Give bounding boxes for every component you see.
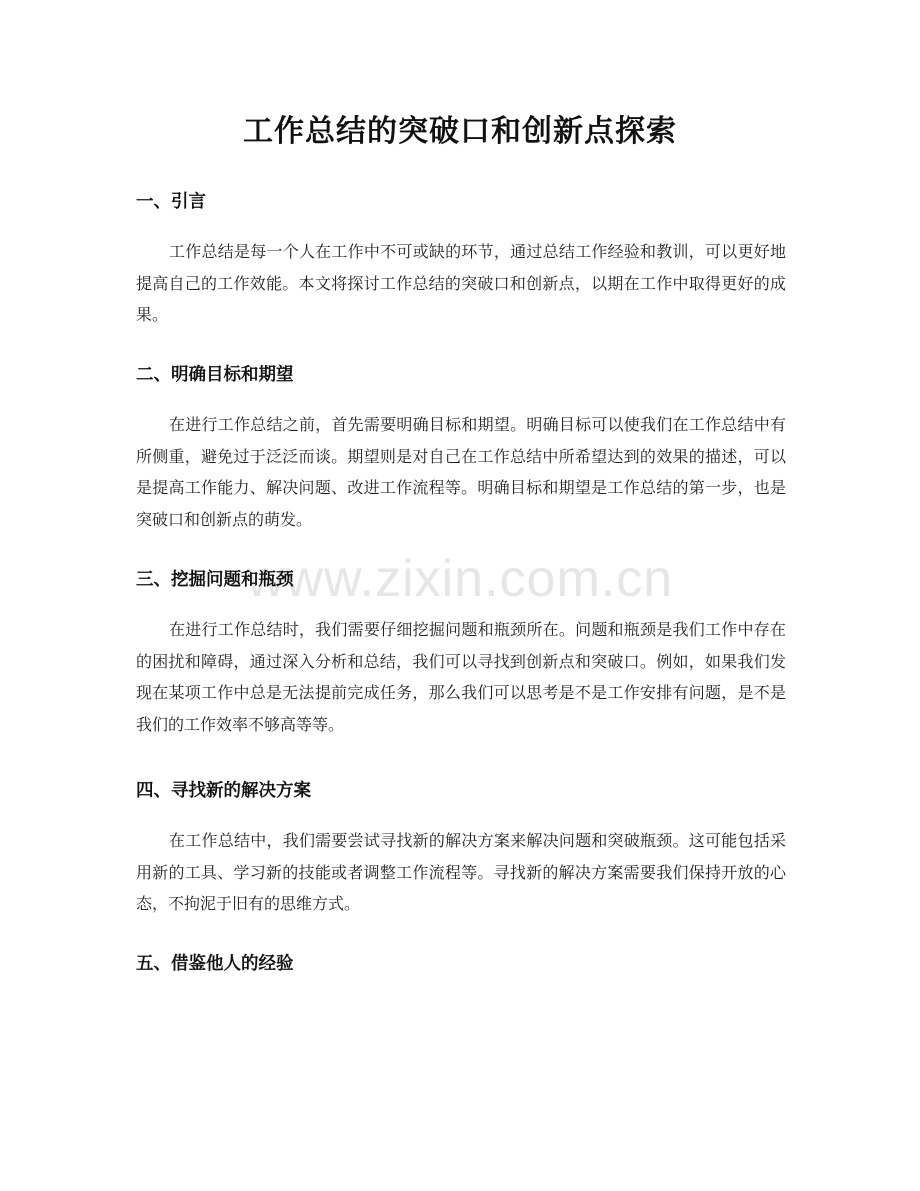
section-heading-experience: 五、借鉴他人的经验 — [136, 954, 294, 974]
section-paragraph-goals: 在进行工作总结之前，首先需要明确目标和期望。明确目标可以使我们在工作总结中有所侧重，避免过于泛泛而谈。期望则是对自己在工作总结中所希望达到的效果的描述，可以是提高工作能力、解决问题、改进工作流程等。明确目标和期望是工作总结的第一步，也是突破口和创新点的萌发。 — [136, 415, 786, 529]
watermark: www.zixin.com.cn — [246, 550, 674, 608]
section-paragraph-problems: 在进行工作总结时，我们需要仔细挖掘问题和瓶颈所在。问题和瓶颈是我们工作中存在的困扰和障碍，通过深入分析和总结，我们可以寻找到创新点和突破口。例如，如果我们发现在某项工作中总是无法提前完成任务，那么我们可以思考是不是工作安排有问题，是不是我们的工作效率不够高等等。 — [136, 620, 786, 734]
section-heading-goals: 二、明确目标和期望 — [136, 365, 294, 385]
section-heading-solutions: 四、寻找新的解决方案 — [136, 781, 311, 801]
section-heading-intro: 一、引言 — [136, 192, 206, 212]
document-title: 工作总结的突破口和创新点探索 — [243, 114, 677, 149]
section-paragraph-intro: 工作总结是每一个人在工作中不可或缺的环节，通过总结工作经验和教训，可以更好地提高自己的工作效能。本文将探讨工作总结的突破口和创新点，以期在工作中取得更好的成果。 — [136, 242, 786, 324]
section-paragraph-solutions: 在工作总结中，我们需要尝试寻找新的解决方案来解决问题和突破瓶颈。这可能包括采用新的工具、学习新的技能或者调整工作流程等。寻找新的解决方案需要我们保持开放的心态，不拘泥于旧有的思维方式。 — [136, 831, 786, 913]
section-heading-problems: 三、挖掘问题和瓶颈 — [136, 570, 294, 590]
